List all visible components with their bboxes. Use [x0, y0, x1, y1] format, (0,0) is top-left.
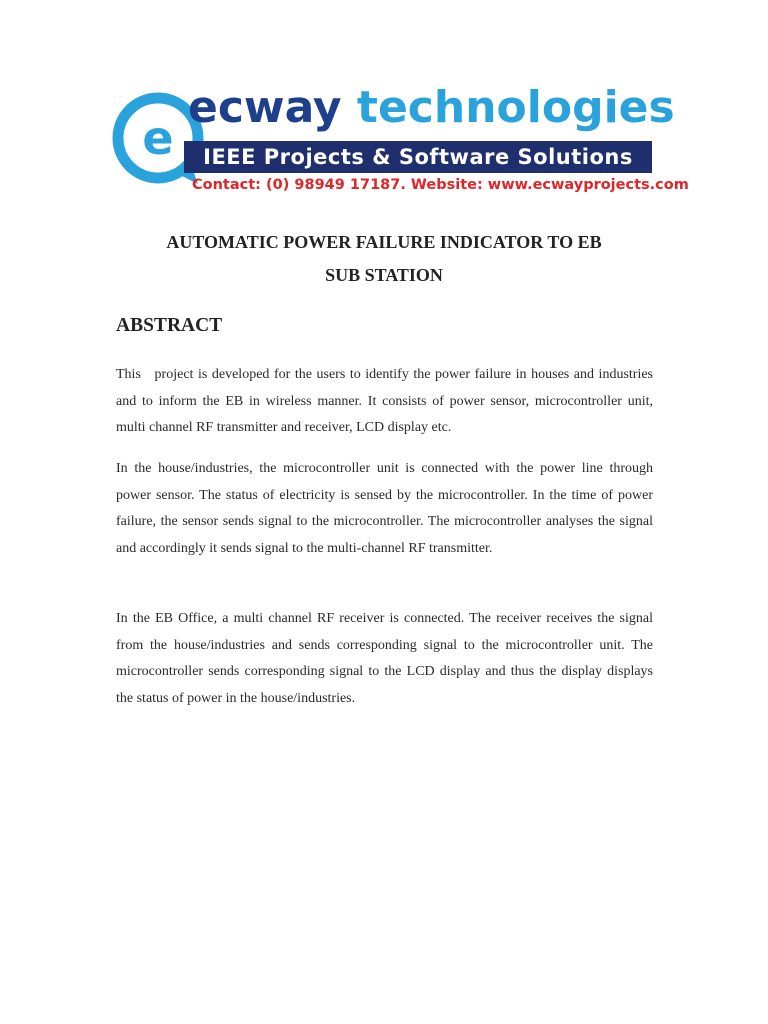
abstract-paragraph: This project is developed for the users to identify the power failure in houses and industries and to inform the EB in wireless manner. It consists of power sensor, microcontroller unit, multi channel RF transmitter and receiver, LCD display etc. — [116, 367, 657, 436]
brand-name — [188, 82, 675, 133]
contact-info: Contact: (0) 98949 17187. Website: www.ecwayprojects.com — [192, 177, 689, 193]
company-logo — [112, 82, 689, 200]
document-title-line-1: AUTOMATIC POWER FAILURE INDICATOR TO EB — [166, 232, 602, 252]
abstract-paragraph: In the EB Office, a multi channel RF receiver is connected. The receiver receives the signal from the house/industries and sends corresponding signal to the microcontroller unit. The microcontroller sends corresponding signal to the LCD display and thus the display displays the status of power in the house/industries. — [116, 611, 653, 707]
tagline-banner: IEEE Projects & Software Solutions — [184, 141, 652, 173]
document-title-line-2: SUB STATION — [325, 265, 443, 285]
brand-name-part-a: ecway — [188, 82, 342, 133]
abstract-paragraph: In the house/industries, the microcontroller unit is connected with the power line through power sensor. The status of electricity is sensed by the microcontroller. In the time of power failure, the sensor sends signal to the microcontroller. The microcontroller analyses the signal and accordingly it sends signal to the multi-channel RF transmitter. — [116, 461, 653, 557]
abstract-heading: ABSTRACT — [116, 315, 223, 336]
emblem-letter: e — [142, 111, 174, 165]
brand-name-part-b: technologies — [356, 82, 675, 133]
